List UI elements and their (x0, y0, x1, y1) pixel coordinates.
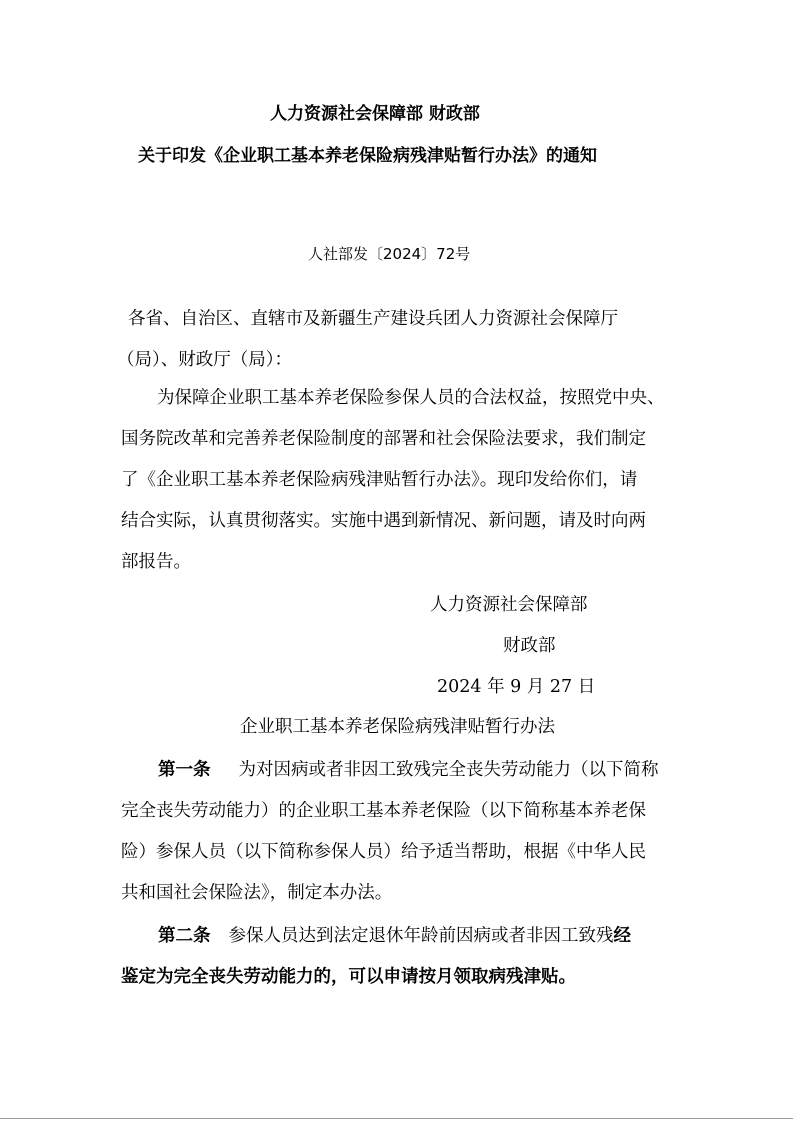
article-2-line-1 (158, 922, 631, 947)
notice-body-line: 部报告。 (121, 552, 191, 572)
issuers-heading: 人力资源社会保障部 财政部 (270, 104, 480, 124)
article-1-line: 完全丧失劳动能力）的企业职工基本养老保险（以下简称基本养老保 (121, 801, 646, 821)
notice-body-line: 为保障企业职工基本养老保险参保人员的合法权益，按照党中央、 (157, 388, 665, 408)
notice-title: 关于印发《企业职工基本养老保险病残津贴暂行办法》的通知 (138, 146, 597, 166)
signature-ministry-finance: 财政部 (503, 636, 556, 656)
signature-ministry-hrss: 人力资源社会保障部 (430, 595, 588, 615)
article-1-label: 第一条 (158, 760, 211, 780)
notice-body-line: 结合实际，认真贯彻落实。实施中遇到新情况、新问题，请及时向两 (121, 511, 646, 531)
signature-date: 2024 年 9 月 27 日 (437, 677, 596, 697)
regulation-title: 企业职工基本养老保险病残津贴暂行办法 (240, 717, 555, 737)
article-1-text: 为对因病或者非因工致残完全丧失劳动能力（以下简称 (238, 760, 659, 780)
article-2-line-2: 鉴定为完全丧失劳动能力的，可以申请按月领取病残津贴。 (121, 967, 576, 987)
article-2-label: 第二条 (158, 926, 211, 946)
article-2-text: 参保人员达到法定退休年龄前因病或者非因工致残 (228, 926, 614, 946)
article-2-text-bold: 经 (613, 926, 631, 946)
notice-body-line: 国务院改革和完善养老保险制度的部署和社会保险法要求，我们制定 (121, 429, 646, 449)
article-1-line: 险）参保人员（以下简称参保人员）给予适当帮助，根据《中华人民 (121, 842, 646, 862)
recipients-line-2: （局）、财政厅（局）： (117, 350, 292, 370)
page-bottom-rule (0, 1118, 793, 1119)
notice-body-line: 了《企业职工基本养老保险病残津贴暂行办法》。现印发给你们，请 (121, 470, 638, 490)
document-number: 人社部发〔2024〕72号 (308, 245, 471, 263)
recipients-line-1: 各省、自治区、直辖市及新疆生产建设兵团人力资源社会保障厅 (128, 309, 618, 329)
article-1-line-1 (158, 756, 659, 781)
article-1-line: 共和国社会保险法》，制定本办法。 (121, 883, 393, 903)
